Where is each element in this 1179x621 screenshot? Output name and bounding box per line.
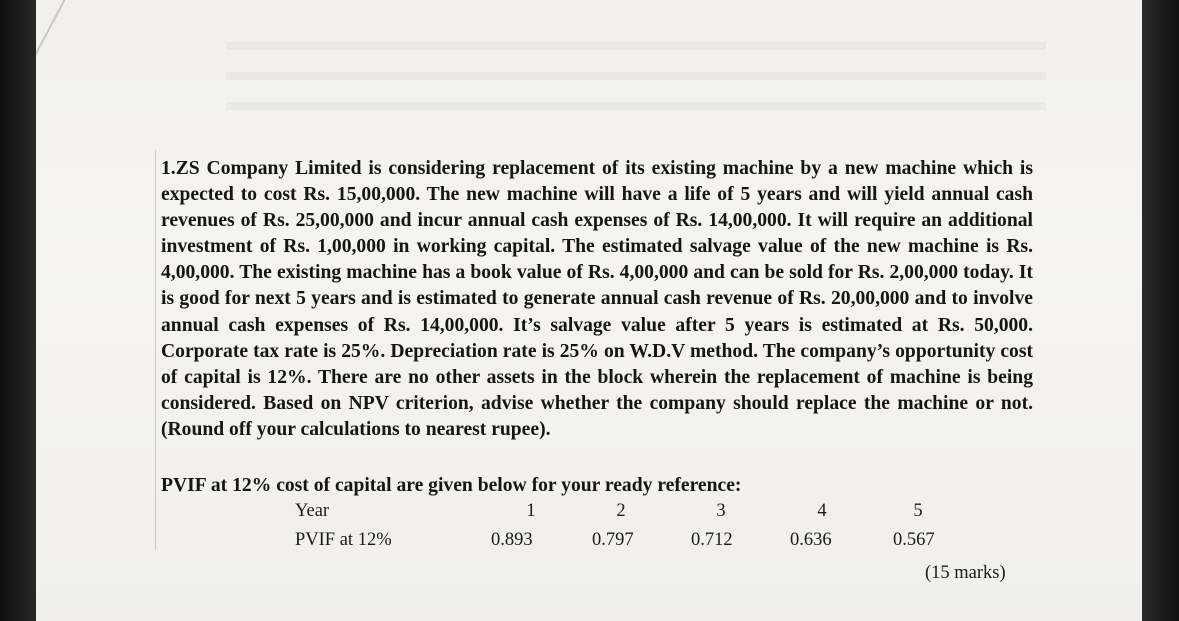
pvif-value-cell: 0.712 — [691, 530, 733, 550]
bleed-through-text — [226, 20, 1046, 130]
margin-line — [155, 150, 156, 550]
question-text: 1.ZS Company Limited is considering replacement of its existing machine by a new machine which is expected to cost Rs. 15,00,000. The new machine will have a life of 5 years and will yield annual cash revenues of Rs. 25,00,000 and incur annual cash expenses of Rs. 14,00,000. It will require an additional investment of Rs. 1,00,000 in working capital. The estimated salvage value of the new machine is Rs. 4,00,000. The existing machine has a book value of Rs. 4,00,000 and can be sold for Rs. 2,00,000 today. It is good for next 5 years and is estimated to generate annual cash revenue of Rs. 20,00,000 and to involve annual cash expenses of Rs. 14,00,000. It’s salvage value after 5 years is estimated at Rs. 50,000. Corporate tax rate is 25%. Depreciation rate is 25% on W.D.V method. The company’s opportunity cost of capital is 12%. There are no other assets in the block wherein the replacement of machine is being considered. Based on NPV criterion, advise whether the company should replace the machine or not. (Round off your calculations to nearest rupee). — [161, 158, 1033, 440]
paper-sheet — [36, 0, 1142, 621]
year-cell: 3 — [716, 501, 726, 521]
pvif-value-cell: 0.797 — [592, 530, 634, 550]
pvif-label: PVIF at 12% — [295, 530, 392, 550]
pvif-value-cell: 0.567 — [893, 530, 935, 550]
pvif-value-cell: 0.636 — [790, 530, 832, 550]
year-label: Year — [295, 501, 330, 521]
year-cell: 5 — [913, 501, 923, 521]
pvif-value-cell: 0.893 — [491, 530, 533, 550]
right-background-edge — [1141, 0, 1179, 621]
year-cell: 1 — [526, 501, 536, 521]
year-cell: 4 — [817, 501, 827, 521]
left-background-edge — [0, 0, 38, 621]
paper-fold-line — [36, 0, 76, 272]
pvif-heading: PVIF at 12% cost of capital are given below for your ready reference: — [161, 475, 742, 496]
year-cell: 2 — [616, 501, 626, 521]
marks-label: (15 marks) — [925, 563, 1006, 583]
